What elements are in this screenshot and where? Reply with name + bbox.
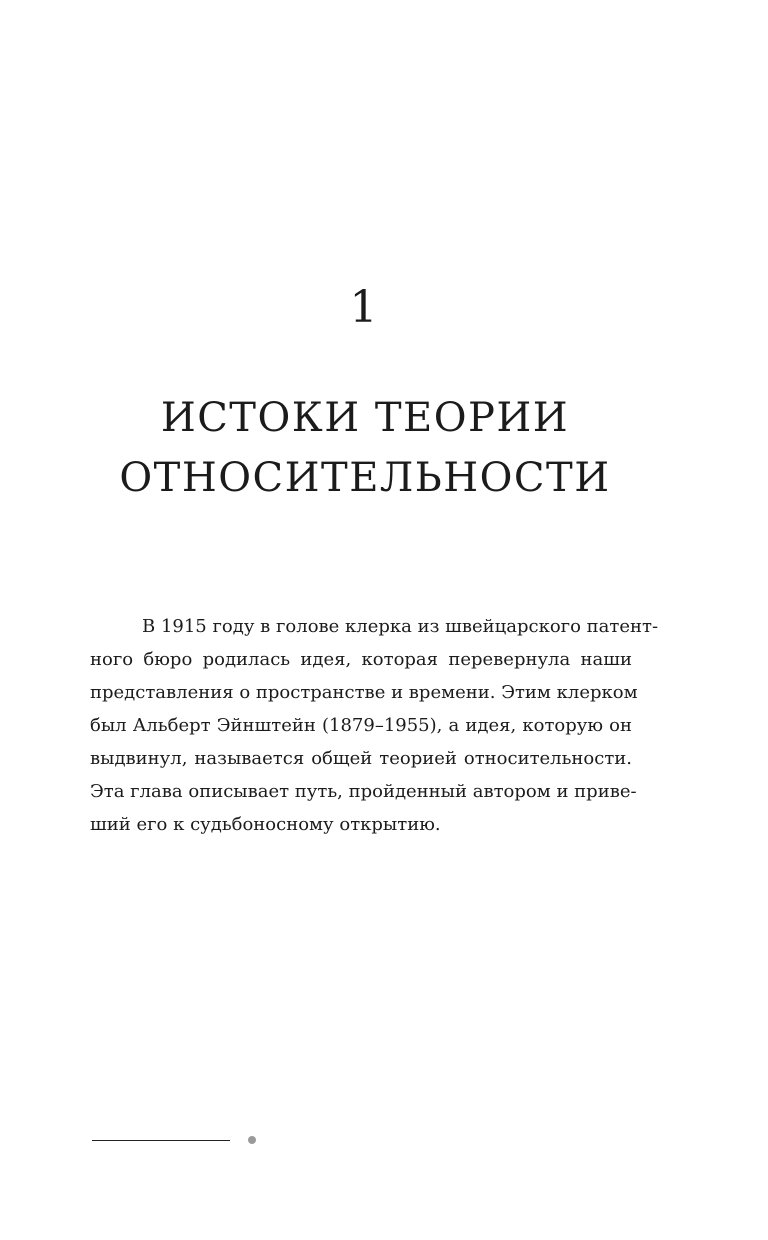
intro-paragraph — [90, 610, 659, 841]
chapter-title-line-1: ИСТОКИ ТЕОРИИ — [160, 395, 570, 441]
paragraph-line: выдвинул, называется общей теорией относительности. — [90, 748, 632, 769]
chapter-title — [60, 388, 670, 508]
footer-dot — [248, 1136, 256, 1144]
footer-rule — [92, 1140, 230, 1141]
paragraph-line: В 1915 году в голове клерка из швейцарского патент- — [142, 616, 659, 637]
paragraph-line: ший его к судьбоносному открытию. — [90, 814, 441, 835]
paragraph-line: был Альберт Эйнштейн (1879–1955), а идея, которую он — [90, 715, 632, 736]
paragraph-line: Эта глава описывает путь, пройденный автором и приве- — [90, 781, 637, 802]
chapter-title-line-2: ОТНОСИТЕЛЬНОСТИ — [119, 455, 611, 501]
paragraph-line: представления о пространстве и времени. Этим клерком — [90, 682, 638, 703]
paragraph-line: ного бюро родилась идея, которая перевернула наши — [90, 649, 632, 670]
chapter-number: 1 — [349, 282, 379, 333]
